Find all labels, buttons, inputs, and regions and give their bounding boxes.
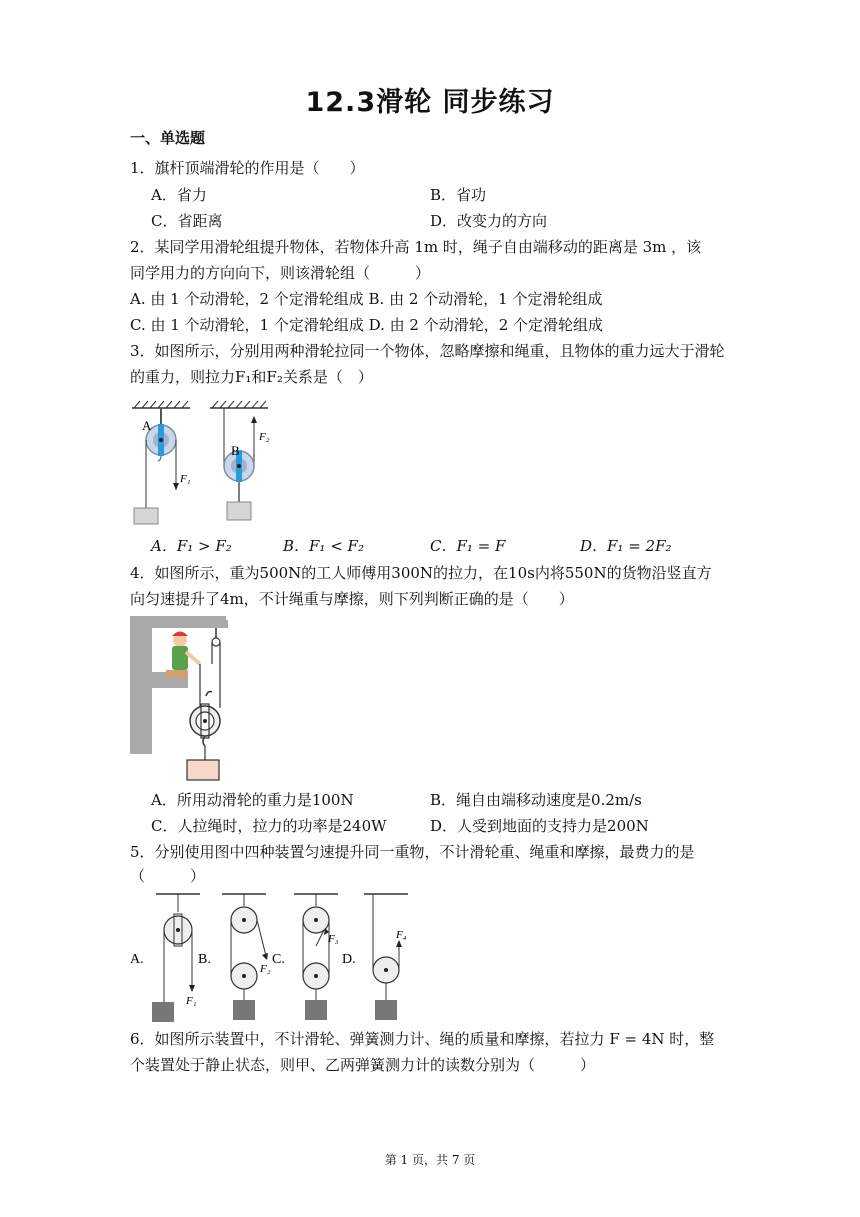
q5-figure bbox=[128, 888, 428, 1028]
q1-option-d: D．改变力的方向 bbox=[430, 212, 548, 230]
question-5-line-1: 5．分别使用图中四种装置匀速提升同一重物，不计滑轮重、绳重和摩擦，最费力的是 bbox=[130, 843, 695, 861]
label-f1: F₁ bbox=[180, 473, 191, 485]
label-b: B bbox=[231, 443, 240, 458]
label-f2: F₂ bbox=[260, 963, 271, 975]
q3-option-c: C．F₁ = F bbox=[430, 537, 506, 555]
question-5-line-2: （ ） bbox=[130, 867, 206, 885]
question-4-line-2: 向匀速提升了4m，不计绳重与摩擦，则下列判断正确的是（ ） bbox=[130, 590, 574, 608]
q1-option-c: C．省距离 bbox=[151, 212, 223, 230]
q4-option-d: D．人受到地面的支持力是200N bbox=[430, 817, 649, 835]
q3-option-b: B．F₁ < F₂ bbox=[283, 537, 364, 555]
q3-option-d: D．F₁ = 2F₂ bbox=[580, 537, 672, 555]
q4-option-a: A．所用动滑轮的重力是100N bbox=[151, 791, 354, 809]
question-4-line-1: 4．如图所示，重为500N的工人师傅用300N的拉力，在10s内将550N的货物沿竖直方 bbox=[130, 564, 712, 582]
page-footer: 第 1 页，共 7 页 bbox=[384, 1153, 476, 1167]
question-2-line-2: 同学用力的方向向下，则该滑轮组（ ） bbox=[130, 264, 431, 282]
q4-figure bbox=[128, 614, 258, 784]
label-f3: F₃ bbox=[328, 933, 339, 945]
label-c-option: C. bbox=[272, 952, 285, 967]
label-b-option: B. bbox=[198, 952, 211, 967]
label-a: A bbox=[142, 418, 152, 433]
label-f4: F₄ bbox=[396, 929, 407, 941]
question-2-line-1: 2．某同学用滑轮组提升物体，若物体升高 1m 时，绳子自由端移动的距离是 3m ，该 bbox=[130, 238, 702, 256]
question-6-line-1: 6．如图所示装置中，不计滑轮、弹簧测力计、绳的质量和摩擦，若拉力 F = 4N 时，整 bbox=[130, 1030, 715, 1048]
q1-option-b: B．省功 bbox=[430, 186, 487, 204]
q4-option-c: C．人拉绳时，拉力的功率是240W bbox=[151, 817, 387, 835]
q3-option-a: A．F₁ > F₂ bbox=[151, 537, 232, 555]
label-a-option: A. bbox=[130, 952, 144, 967]
q4-option-b: B．绳自由端移动速度是0.2m/s bbox=[430, 791, 642, 809]
question-2-line-3: A. 由 1 个动滑轮，2 个定滑轮组成 B. 由 2 个动滑轮，1 个定滑轮组成 bbox=[130, 290, 603, 308]
question-1-stem: 1．旗杆顶端滑轮的作用是（ ） bbox=[130, 159, 365, 177]
label-d-option: D. bbox=[342, 952, 356, 967]
section-heading: 一、单选题 bbox=[130, 129, 206, 147]
label-f1: F₁ bbox=[186, 995, 197, 1007]
q3-figure bbox=[128, 398, 288, 528]
page-title: 12.3滑轮 同步练习 bbox=[305, 87, 555, 118]
q1-option-a: A．省力 bbox=[151, 186, 207, 204]
question-3-line-1: 3．如图所示，分别用两种滑轮拉同一个物体，忽略摩擦和绳重，且物体的重力远大于滑轮 bbox=[130, 342, 725, 360]
label-f2: F₂ bbox=[259, 431, 270, 443]
question-2-line-4: C. 由 1 个动滑轮，1 个定滑轮组成 D. 由 2 个动滑轮，2 个定滑轮组成 bbox=[130, 316, 604, 334]
question-3-line-2: 的重力，则拉力F₁和F₂关系是（ ） bbox=[130, 368, 373, 386]
question-6-line-2: 个装置处于静止状态，则甲、乙两弹簧测力计的读数分别为（ ） bbox=[130, 1056, 596, 1074]
